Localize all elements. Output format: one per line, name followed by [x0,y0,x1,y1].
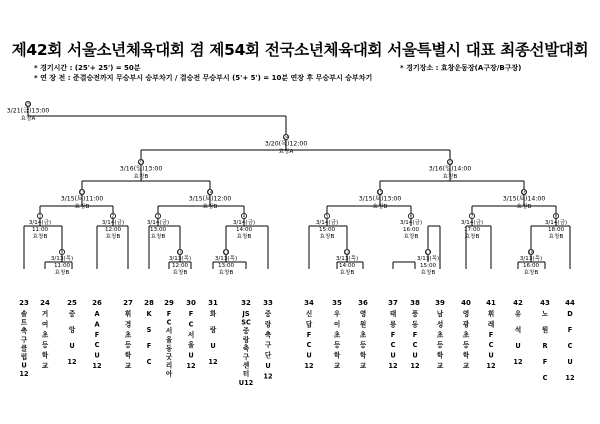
match-node-p5 [425,249,431,254]
team-name-char: 등 [124,341,132,350]
match-venue: 효창B [105,234,121,240]
match-time: 18:00 [547,227,565,233]
team-name-char: F [306,330,312,339]
team-name-char: C [412,341,418,350]
team-name-char: U [265,362,271,370]
match-date: 3/21(금)13:00 [6,107,50,115]
team-name-char: D [567,310,573,318]
team-number: 24 [40,299,50,307]
match-venue: 효창B [32,234,48,240]
team-name-char: 초 [462,330,470,339]
match-date: 3/14(금) [460,220,484,226]
team-name-char: 학 [462,351,470,360]
team-name-char: 여 [41,320,49,329]
team-name-char: 12 [304,362,314,370]
match-node-r16a [79,189,85,194]
team-name-char: 원 [541,326,549,334]
match-number: 12 [344,249,350,255]
team-number: 35 [332,299,342,307]
team-name-char: F [542,358,548,366]
match-number: 2 [111,213,115,219]
match-number: 18 [528,249,534,255]
match-venue: 효창B [218,270,234,276]
match-node-p4 [344,249,350,254]
team-name-char: 유 [514,310,522,318]
team-name-char: 12 [208,358,218,366]
team-name-char: 터 [242,370,250,379]
team-name-char: C [390,341,396,350]
team-number: 44 [565,299,575,307]
team-name-char: 12 [565,374,575,382]
match-date: 3/13(목) [50,256,74,262]
team-name-char: U [94,351,100,360]
team-name-char: 축 [264,330,272,339]
team-number: 29 [164,299,174,307]
team-number: 23 [19,299,29,307]
team-name-char: 리 [165,361,173,370]
team-number: 42 [513,299,523,307]
match-venue: 효창B [464,234,480,240]
match-number: 22 [447,159,453,165]
team-number: 31 [208,299,218,307]
team-name-char: 학 [436,351,444,360]
team-name-char: R [542,342,548,350]
team-name-char: 등 [41,341,49,350]
match-date: 3/13(목) [214,256,238,262]
team-name-char: U [210,342,216,350]
page-title: 제42회 서울소년체육대회 겸 제54회 전국소년체육대회 서울특별시 대표 최종선발대회 [11,41,589,59]
match-time: 11:00 [53,263,71,269]
match-time: 16:00 [522,263,540,269]
match-date: 3/14(금) [28,220,52,226]
team-name-char: C [146,358,152,366]
team-name-char: 이 [333,320,341,329]
team-name-char: 12 [92,362,102,370]
team-name-char: 구 [242,353,250,361]
match-node-m6 [408,213,413,218]
match-venue: 효창A [278,149,294,155]
team-number: 27 [123,299,133,307]
match-venue: 효창B [523,270,539,276]
team-name-char: C [188,320,194,329]
team-name-char: U12 [238,378,254,387]
match-node-p3 [223,249,229,254]
match-node-m7 [469,213,474,218]
match-node-m5 [324,213,329,218]
team-name-char: 학 [41,351,49,360]
team-name-char: U [306,351,312,360]
match-number: 5 [325,213,329,219]
team-name-char: 영 [462,310,470,318]
team-name-char: 초 [41,330,49,339]
team-name-char: 12 [410,362,420,370]
team-name-char: 트 [20,318,28,327]
match-date: 3/14(금) [101,220,125,226]
match-number: 14 [207,189,213,195]
team-name-char: 거 [41,310,49,318]
match-node-r16b [207,189,213,194]
venue-info: * 경기장소 : 효창운동장(A구장/B구장) [400,64,522,72]
match-time: 12:00 [171,263,189,269]
match-node-p6 [528,249,534,254]
match-venue: 효창B [172,270,188,276]
team-name-char: U [390,351,396,360]
match-venue: 효창B [403,234,419,240]
team-name-char: SC [241,318,251,327]
match-time: 13:00 [149,227,167,233]
match-node-m1 [37,213,42,218]
team-name-char: U [21,361,27,370]
team-name-char: 축 [242,344,250,353]
team-name-char: 광 [462,320,470,329]
team-name-char: 축 [20,327,28,336]
team-number: 25 [67,299,77,307]
match-time: 15:00 [419,263,437,269]
team-name-char: C [567,342,573,350]
match-time: 14:00 [235,227,253,233]
team-number: 26 [92,299,102,307]
match-date: 3/16(일)13:00 [119,165,163,173]
match-node-r16d [521,189,527,194]
match-venue: 효창B [516,204,532,210]
match-number: 6 [409,213,413,219]
match-node-final [25,101,31,106]
team-name-char: 교 [124,362,132,370]
match-date: 3/14(금) [146,220,170,226]
team-name-char: 교 [462,362,470,370]
team-name-char: 솔 [20,310,28,318]
match-time: 11:00 [31,227,49,233]
match-date: 3/15(토)13:00 [358,195,402,203]
match-node-p1 [59,249,64,254]
team-name-char: 휘 [124,310,132,318]
match-node-p2 [177,249,183,254]
team-name-char: U [69,342,75,350]
team-name-char: 교 [41,362,49,370]
match-number: 21 [138,159,144,165]
team-name-char: F [488,330,494,339]
team-name-char: 학 [124,351,132,360]
match-number: 3 [156,213,160,219]
team-name-char: 영 [359,310,367,318]
team-number: 43 [540,299,550,307]
match-venue: 효창B [442,174,458,180]
match-date: 3/15(토)14:00 [502,195,546,203]
match-venue: 효창B [202,204,218,210]
match-time: 17:00 [463,227,481,233]
match-number: 7 [470,213,474,219]
team-name-char: F [188,310,194,318]
team-name-char: 굿 [165,353,173,361]
team-name-char: 초 [124,330,132,339]
extra-time-info: * 연 장 전 : 준결승전까지 무승부시 승부차기 / 결승전 무승부시 (5'+ 5') = 10분 연장 후 무승부시 승부차기 [34,74,373,82]
match-number: 4 [242,213,246,219]
team-name-char: U [567,358,573,366]
team-name-char: 12 [388,362,398,370]
team-name-char: U [488,351,494,360]
team-name-char: 원 [359,320,367,329]
match-date: 3/15(토)11:00 [60,195,104,203]
match-date: 3/16(일)14:00 [428,165,472,173]
team-name-char: C [166,318,172,327]
team-name-char: 초 [436,330,444,339]
team-name-char: 랑 [242,335,250,344]
team-name-char: 단 [264,351,272,360]
match-node-sf1 [283,134,289,139]
match-node-r16c [377,189,383,194]
team-name-char: 학 [333,351,341,360]
team-name-char: U [188,351,194,360]
match-venue: 효창B [74,204,90,210]
team-number: 38 [410,299,420,307]
team-name-char: 태 [389,310,397,318]
match-number: 17 [425,249,431,255]
match-date: 3/14(금) [315,220,339,226]
match-venue: 효창B [133,174,149,180]
team-name-char: 신 [305,310,313,318]
match-number: 13 [79,189,85,195]
team-name-char: 서 [187,330,195,339]
team-name-char: 랑 [264,320,272,329]
match-number: 9 [60,249,64,255]
team-name-char: S [146,326,152,334]
match-venue: 효창B [339,270,355,276]
team-number: 30 [186,299,196,307]
match-date: 3/14(금) [544,220,568,226]
team-name-char: 12 [263,372,273,381]
team-name-char: 울 [165,335,173,344]
team-name-char: 동 [165,344,173,353]
team-name-char: 교 [333,362,341,370]
team-name-char: 교 [436,362,444,370]
team-name-char: 등 [333,341,341,350]
match-date: 3/13(목) [168,256,192,262]
team-number: 36 [358,299,368,307]
match-venue: 효창B [548,234,564,240]
match-date: 3/14(금) [232,220,256,226]
team-name-char: F [390,330,396,339]
team-name-char: 울 [187,341,195,350]
team-name-char: 학 [359,351,367,360]
match-time: 13:00 [217,263,235,269]
match-time-info: * 경기시간 : (25'+ 25') = 50분 [34,64,141,72]
team-name-char: F [166,310,172,318]
match-node-qfR [447,159,453,164]
match-date: 3/14(금) [399,220,423,226]
team-name-char: A [94,310,100,318]
team-name-char: 화 [209,310,217,318]
team-name-char: F [412,330,418,339]
team-name-char: 12 [67,358,77,366]
match-venue: 효창B [319,234,335,240]
match-time: 16:00 [402,227,420,233]
match-venue: 효창B [236,234,252,240]
team-name-char: 아 [165,370,173,379]
team-number: 28 [144,299,154,307]
team-name-char: 경 [124,320,132,329]
team-name-char: 성 [436,320,444,329]
team-name-char: 등 [359,341,367,350]
team-name-char: 앙 [68,326,76,334]
team-name-char: F [567,326,573,334]
team-name-char: F [146,342,152,350]
match-time: 14:00 [338,263,356,269]
team-name-char: 휘 [487,310,495,318]
team-name-char: 풍 [411,310,419,318]
team-name-char: 랑 [209,326,217,334]
match-number: 1 [38,213,42,219]
team-name-char: C [306,341,312,350]
team-name-char: 구 [20,335,28,344]
team-number: 34 [304,299,314,307]
team-name-char: 럽 [20,353,28,361]
team-name-char: C [542,374,548,382]
team-name-char: 중 [242,327,250,336]
team-name-char: 중 [68,310,76,318]
team-name-char: JS [242,310,250,318]
team-name-char: K [146,310,152,318]
team-name-char: 릉 [389,320,397,329]
match-number: 11 [223,249,229,255]
team-name-char: 12 [486,362,496,370]
team-name-char: A [94,320,100,329]
team-number: 33 [263,299,273,307]
team-name-char: 12 [513,358,523,366]
team-name-char: 석 [514,326,522,334]
team-name-char: C [94,341,100,350]
team-name-char: 남 [436,310,444,318]
match-venue: 효창A [20,116,36,122]
match-date: 3/13(목) [335,256,359,262]
team-name-char: 동 [411,320,419,329]
team-number: 41 [486,299,496,307]
team-name-char: 12 [186,362,196,370]
team-name-char: 등 [462,341,470,350]
team-name-char: C [488,341,494,350]
team-name-char: 답 [305,320,313,329]
match-node-qfL [138,159,144,164]
match-number: 15 [377,189,383,195]
match-date: 3/13(목) [519,256,543,262]
team-name-char: U [412,351,418,360]
match-node-m8 [553,213,558,218]
team-number: 32 [241,299,251,307]
match-number: 25 [25,101,31,107]
match-node-m3 [155,213,160,218]
team-name-char: 교 [359,362,367,370]
team-name-char: 클 [20,344,28,353]
match-venue: 효창B [372,204,388,210]
team-number: 37 [388,299,398,307]
match-node-m4 [241,213,246,218]
team-name-char: 중 [264,310,272,318]
team-name-char: 센 [242,361,250,370]
match-number: 10 [177,249,183,255]
match-time: 12:00 [104,227,122,233]
match-date: 3/20(목)12:00 [264,140,308,148]
team-name-char: 레 [487,320,495,329]
match-number: 24 [283,134,289,140]
match-number: 8 [554,213,558,219]
match-node-m2 [110,213,115,218]
team-number: 39 [435,299,445,307]
team-name-char: 우 [333,310,341,318]
match-venue: 효창B [150,234,166,240]
match-date: 3/15(토)12:00 [188,195,232,203]
team-number: 40 [461,299,471,307]
team-name-char: 등 [436,341,444,350]
match-date: 3/13(목) [416,256,440,262]
team-name-char: 서 [165,327,173,336]
team-name-char: 12 [19,370,29,379]
match-time: 15:00 [318,227,336,233]
team-name-char: U [515,342,521,350]
match-number: 16 [521,189,527,195]
team-name-char: 초 [359,330,367,339]
match-venue: 효창B [54,270,70,276]
match-venue: 효창B [420,270,436,276]
team-name-char: 초 [333,330,341,339]
team-name-char: F [94,330,100,339]
team-name-char: 노 [541,310,549,318]
team-name-char: 구 [264,341,272,350]
